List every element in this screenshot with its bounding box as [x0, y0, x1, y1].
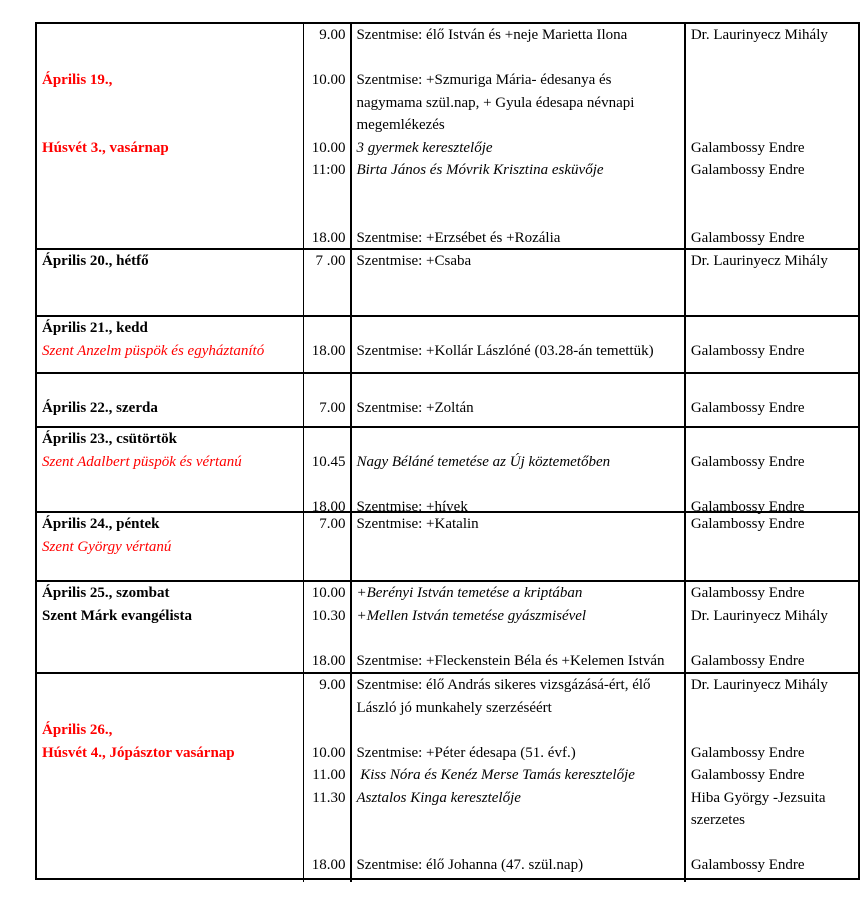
celebrant-cell: [686, 428, 858, 515]
mass-schedule-table: [35, 22, 860, 880]
table-row: [37, 674, 858, 882]
description-cell: [352, 513, 685, 580]
celebrant-cell: [686, 582, 858, 672]
celebrant-name: Galambossy Endre: [690, 139, 805, 156]
time-cell: [304, 674, 353, 882]
date-cell: [37, 513, 304, 580]
time-cell: [304, 374, 353, 426]
celebrant-cell: [686, 250, 858, 315]
date-line: Szent Anzelm püspök és egyháztanító: [42, 342, 265, 359]
table-row: [37, 24, 858, 250]
description-cell: [352, 582, 685, 672]
time-value: 7 .00: [315, 253, 346, 269]
date-line: Szent Adalbert püspök és vértanú: [42, 453, 242, 470]
celebrant-cell: [686, 24, 858, 248]
date-cell: [37, 317, 304, 372]
event-description: Asztalos Kinga keresztelője: [356, 789, 521, 806]
table-row: [37, 374, 858, 428]
time-value: 18.00: [311, 652, 346, 669]
event-description: Kiss Nóra és Kenéz Merse Tamás keresztelője: [356, 767, 635, 783]
date-line: Április 19.,: [42, 72, 113, 88]
event-description: Szentmise: élő Johanna (47. szül.nap): [356, 857, 584, 873]
event-description: Szentmise: +hívek: [356, 498, 468, 515]
event-description: Szentmise: +Katalin: [356, 516, 479, 532]
celebrant-name: Dr. Laurinyecz Mihály: [690, 607, 828, 624]
celebrant-name: Galambossy Endre: [690, 652, 805, 669]
event-description: +Mellen István temetése gyászmisével: [356, 607, 587, 624]
date-line: Április 23., csütörtök: [42, 431, 177, 447]
time-value: 18.00: [311, 498, 346, 515]
event-description: +Berényi István temetése a kriptában: [356, 585, 583, 601]
event-description: nagymama szül.nap, + Gyula édesapa névnapi: [356, 94, 635, 111]
time-value: 7.00: [319, 399, 346, 416]
event-description: Szentmise: +Szmuriga Mária- édesanya és: [356, 72, 612, 88]
time-value: 10.00: [311, 744, 346, 761]
description-cell: [352, 674, 685, 882]
celebrant-name: Galambossy Endre: [690, 767, 805, 783]
time-cell: [304, 317, 353, 372]
time-value: 9.00: [319, 677, 346, 693]
date-line: Április 26.,: [42, 722, 113, 738]
time-value: 10.30: [311, 607, 346, 624]
celebrant-cell: [686, 317, 858, 372]
event-description: Szentmise: +Péter édesapa (51. évf.): [356, 744, 576, 761]
celebrant-cell: [686, 513, 858, 580]
table-row: [37, 513, 858, 582]
event-description: Szentmise: +Csaba: [356, 253, 472, 269]
celebrant-name: Galambossy Endre: [690, 857, 805, 873]
celebrant-cell: [686, 674, 858, 882]
time-value: 10.00: [311, 585, 346, 601]
description-cell: [352, 24, 685, 248]
celebrant-name: Galambossy Endre: [690, 453, 805, 470]
description-cell: [352, 428, 685, 515]
table-row: [37, 317, 858, 374]
description-cell: [352, 374, 685, 426]
event-description: Birta János és Móvrik Krisztina esküvője: [356, 162, 604, 178]
time-value: 7.00: [319, 516, 346, 532]
celebrant-name: Galambossy Endre: [690, 399, 805, 416]
table-row: [37, 428, 858, 513]
event-description: Szentmise: élő András sikeres vizsgázásá-ért, élő: [356, 677, 651, 693]
celebrant-name: Dr. Laurinyecz Mihály: [690, 27, 828, 43]
time-cell: [304, 582, 353, 672]
celebrant-name: Dr. Laurinyecz Mihály: [690, 253, 828, 269]
event-description: Szentmise: +Zoltán: [356, 399, 474, 416]
date-line: Április 25., szombat: [42, 585, 170, 601]
time-cell: [304, 250, 353, 315]
event-description: Szentmise: +Kollár Lászlóné (03.28-án temettük): [356, 342, 654, 359]
celebrant-name: szerzetes: [690, 812, 745, 828]
date-line: Húsvét 3., vasárnap: [42, 139, 169, 156]
date-cell: [37, 374, 304, 426]
celebrant-name: Galambossy Endre: [690, 516, 805, 532]
date-line: Szent György vértanú: [42, 538, 172, 555]
time-value: 18.00: [311, 342, 346, 359]
time-value: 10.00: [311, 72, 346, 88]
date-cell: [37, 674, 304, 882]
date-line: Április 21., kedd: [42, 320, 148, 336]
time-value: 11.30: [312, 789, 346, 806]
event-description: Szentmise: élő István és +neje Marietta Ilona: [356, 27, 628, 43]
event-description: Szentmise: +Fleckenstein Béla és +Kelemen István: [356, 652, 665, 669]
event-description: Szentmise: +Erzsébet és +Rozália: [356, 229, 561, 246]
description-cell: [352, 250, 685, 315]
celebrant-name: Galambossy Endre: [690, 229, 805, 246]
date-line: Április 24., péntek: [42, 516, 160, 532]
celebrant-cell: [686, 374, 858, 426]
celebrant-name: Galambossy Endre: [690, 744, 805, 761]
celebrant-name: Hiba György -Jezsuita: [690, 789, 826, 806]
celebrant-name: Galambossy Endre: [690, 498, 805, 515]
date-line: Április 20., hétfő: [42, 253, 149, 269]
event-description: 3 gyermek keresztelője: [356, 139, 493, 156]
time-cell: [304, 24, 353, 248]
date-line: Április 22., szerda: [42, 399, 158, 416]
time-value: 11.00: [312, 767, 346, 783]
time-cell: [304, 428, 353, 515]
time-value: 10.00: [311, 139, 346, 156]
date-cell: [37, 582, 304, 672]
time-value: 18.00: [311, 857, 346, 873]
celebrant-name: Galambossy Endre: [690, 162, 805, 178]
date-cell: [37, 24, 304, 248]
time-value: 18.00: [311, 229, 346, 246]
date-line: Szent Márk evangélista: [42, 607, 192, 624]
celebrant-name: Galambossy Endre: [690, 585, 805, 601]
date-line: Húsvét 4., Jópásztor vasárnap: [42, 744, 235, 761]
event-description: László jó munkahely szerzéséért: [356, 699, 552, 716]
event-description: megemlékezés: [356, 117, 445, 133]
time-value: 11:00: [311, 162, 346, 178]
table-row: [37, 582, 858, 674]
time-value: 9.00: [319, 27, 346, 43]
time-cell: [304, 513, 353, 580]
celebrant-name: Galambossy Endre: [690, 342, 805, 359]
date-cell: [37, 428, 304, 511]
description-cell: [352, 317, 685, 372]
date-cell: [37, 250, 304, 315]
celebrant-name: Dr. Laurinyecz Mihály: [690, 677, 828, 693]
table-row: [37, 250, 858, 317]
event-description: Nagy Béláné temetése az Új köztemetőben: [356, 453, 611, 470]
time-value: 10.45: [311, 453, 346, 470]
